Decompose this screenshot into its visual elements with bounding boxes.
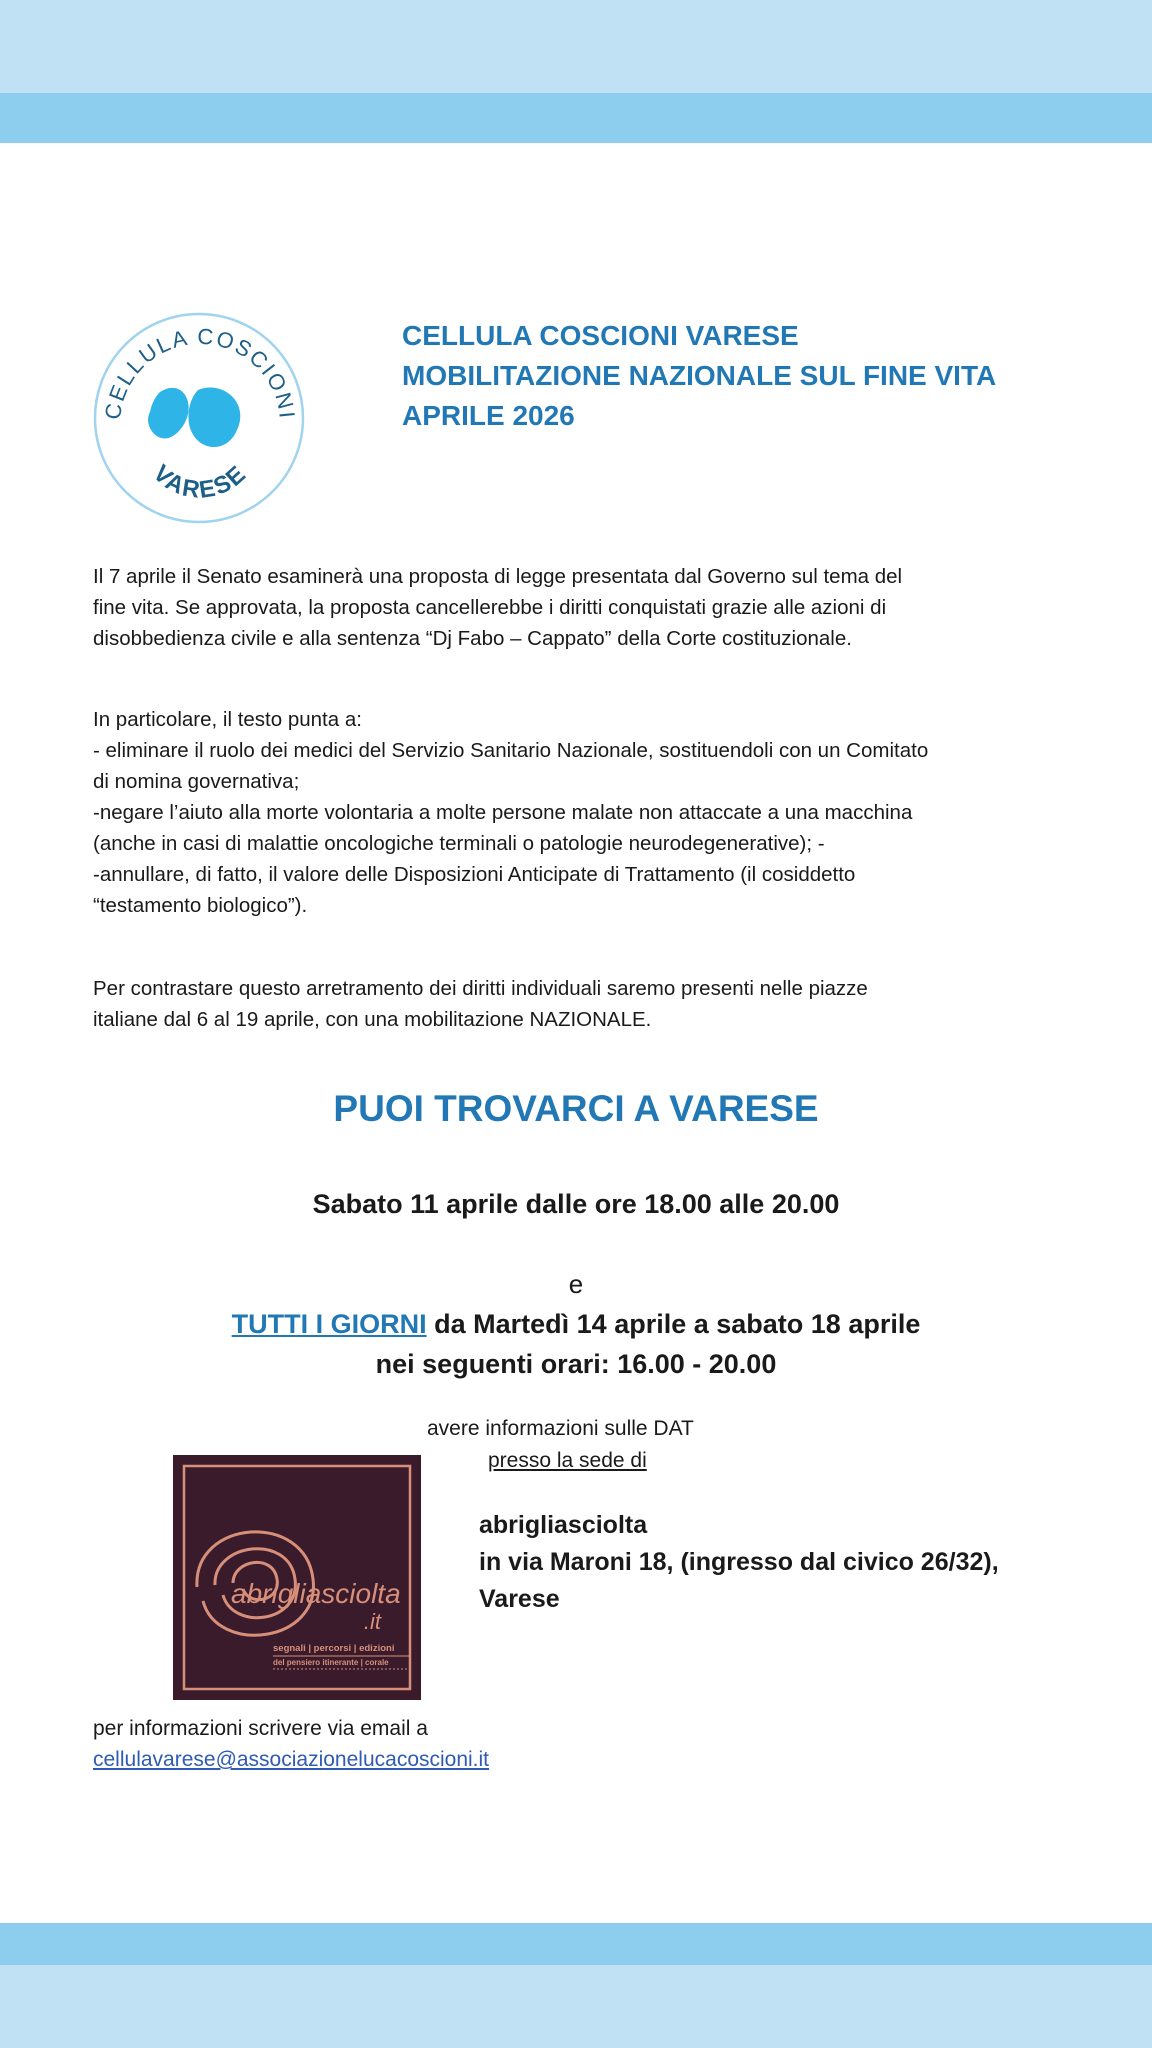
title-line: CELLULA COSCIONI VARESE	[402, 320, 799, 351]
intro-line: fine vita. Se approvata, la proposta cancellerebbe i diritti conquistati grazie alle azioni di	[93, 596, 887, 619]
venue-address	[479, 1507, 1119, 1618]
points-line: -annullare, di fatto, il valore delle Disposizioni Anticipate di Trattamento (il cosiddetto	[93, 863, 856, 886]
mobilization-paragraph	[93, 973, 1073, 1035]
venue-line: in via Maroni 18, (ingresso dal civico 26/32),	[479, 1548, 999, 1576]
venue-logo-graphic	[173, 1455, 421, 1700]
venue-logo-tagline: del pensiero itinerante | corale	[273, 1658, 389, 1667]
points-line: “testamento biologico”).	[93, 894, 308, 917]
daily-hours: nei seguenti orari: 16.00 - 20.00	[375, 1349, 777, 1379]
intro-line: disobbedienza civile e alla sentenza “Dj Fabo – Cappato” della Corte costituzionale.	[93, 627, 852, 650]
logo-mark-left	[148, 388, 189, 439]
contact-info	[93, 1713, 489, 1775]
venue-logo-name: abrigliasciolta	[231, 1578, 401, 1609]
venue-logo-suffix: .it	[363, 1609, 381, 1634]
points-line: In particolare, il testo punta a:	[93, 708, 362, 731]
venue-logo-tagline: segnali | percorsi | edizioni	[273, 1643, 395, 1654]
page-title	[402, 316, 1102, 436]
logo-ring-text: CELLULA COSCIONI	[99, 323, 300, 422]
top-band-light	[0, 0, 1152, 93]
daily-link[interactable]: TUTTI I GIORNI	[231, 1309, 427, 1339]
intro-line: Il 7 aprile il Senato esaminerà una proposta di legge presentata dal Governo sul tema del	[93, 565, 903, 588]
intro-paragraph	[93, 561, 1073, 654]
daily-dates: da Martedì 14 aprile a sabato 18 aprile	[426, 1309, 921, 1339]
title-line: APRILE 2026	[402, 400, 575, 431]
daily-schedule	[0, 1304, 1152, 1344]
venue-intro-text: presso la sede di	[488, 1449, 647, 1472]
points-line: (anche in casi di malattie oncologiche terminali o patologie neurodegenerative); -	[93, 832, 825, 855]
top-band-dark	[0, 93, 1152, 143]
points-paragraph	[93, 704, 1073, 921]
cellula-coscioni-logo	[90, 306, 308, 531]
saturday-schedule: Sabato 11 aprile dalle ore 18.00 alle 20.00	[312, 1189, 840, 1219]
abrigliasciolta-logo	[173, 1455, 421, 1700]
logo-bottom-text: VARESE	[147, 459, 253, 505]
points-line: di nomina governativa;	[93, 770, 300, 793]
bottom-band-dark	[0, 1923, 1152, 1965]
title-line: MOBILITAZIONE NAZIONALE SUL FINE VITA	[402, 360, 997, 391]
conjunction: e	[568, 1269, 584, 1299]
contact-label: per informazioni scrivere via email a	[93, 1717, 428, 1740]
venue-line: Varese	[479, 1585, 560, 1613]
find-us-heading: PUOI TROVARCI A VARESE	[333, 1088, 819, 1129]
bottom-band-light	[0, 1965, 1152, 2048]
mobilization-line: italiane dal 6 al 19 aprile, con una mobilitazione NAZIONALE.	[93, 1008, 652, 1031]
points-line: - eliminare il ruolo dei medici del Servizio Sanitario Nazionale, sostituendoli con un Comitato	[93, 739, 929, 762]
email-link[interactable]: cellulavarese@associazionelucacoscioni.it	[93, 1748, 490, 1771]
points-line: -negare l’aiuto alla morte volontaria a molte persone malate non attaccate a una macchina	[93, 801, 913, 824]
logo-mark-right	[188, 388, 240, 447]
dat-info-text: avere informazioni sulle DAT	[427, 1417, 694, 1440]
venue-line: abrigliasciolta	[479, 1511, 648, 1539]
mobilization-line: Per contrastare questo arretramento dei diritti individuali saremo presenti nelle piazze	[93, 977, 868, 1000]
logo-graphic	[90, 306, 308, 531]
